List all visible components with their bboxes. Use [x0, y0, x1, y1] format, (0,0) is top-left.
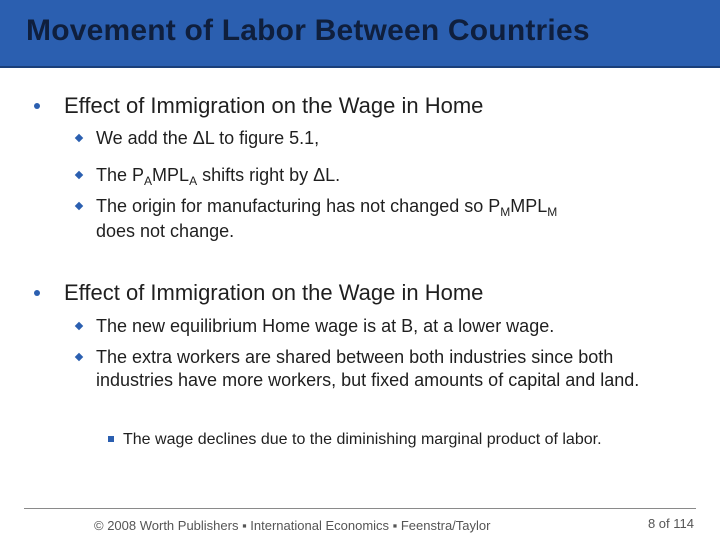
level1-bullet-icon [34, 290, 40, 296]
section1-heading: Effect of Immigration on the Wage in Home [64, 93, 484, 118]
subscript: A [144, 174, 153, 188]
subscript: M [547, 205, 558, 219]
section1-bullet1: We add the ΔL to figure 5.1, [96, 128, 320, 148]
section2-bullet2: The extra workers are shared between both industries since both industries have more workers, but fixed amounts of capital and land. [96, 347, 640, 390]
subscript: M [500, 205, 511, 219]
page-number: 8 of 114 [647, 516, 694, 531]
bullet2-text: shifts right by ΔL. [197, 165, 341, 185]
subscript: A [189, 174, 198, 188]
footer-credit: © 2008 Worth Publishers ▪ International Economics ▪ Feenstra/Taylor [94, 518, 491, 533]
bullet3-text: does not change. [96, 221, 235, 241]
section1-bullet2 [96, 164, 340, 189]
diamond-bullet-icon [75, 353, 83, 361]
diamond-bullet-icon [75, 202, 83, 210]
slide-title: Movement of Labor Between Countries [26, 14, 590, 47]
bullet3-text: MPL [510, 196, 548, 216]
section2-heading: Effect of Immigration on the Wage in Home [64, 280, 484, 305]
square-bullet-icon [108, 436, 114, 442]
section1-bullet3 [96, 195, 686, 243]
diamond-bullet-icon [75, 134, 83, 142]
bullet2-text: The P [96, 165, 145, 185]
section2-bullet1: The new equilibrium Home wage is at B, at a lower wage. [96, 316, 555, 336]
diamond-bullet-icon [75, 171, 83, 179]
diamond-bullet-icon [75, 322, 83, 330]
section2-subbullet: The wage declines due to the diminishing marginal product of labor. [123, 431, 602, 448]
level1-bullet-icon [34, 103, 40, 109]
footer-divider [24, 508, 696, 509]
bullet3-text: The origin for manufacturing has not changed so P [96, 196, 501, 216]
bullet2-text: MPL [152, 165, 190, 185]
